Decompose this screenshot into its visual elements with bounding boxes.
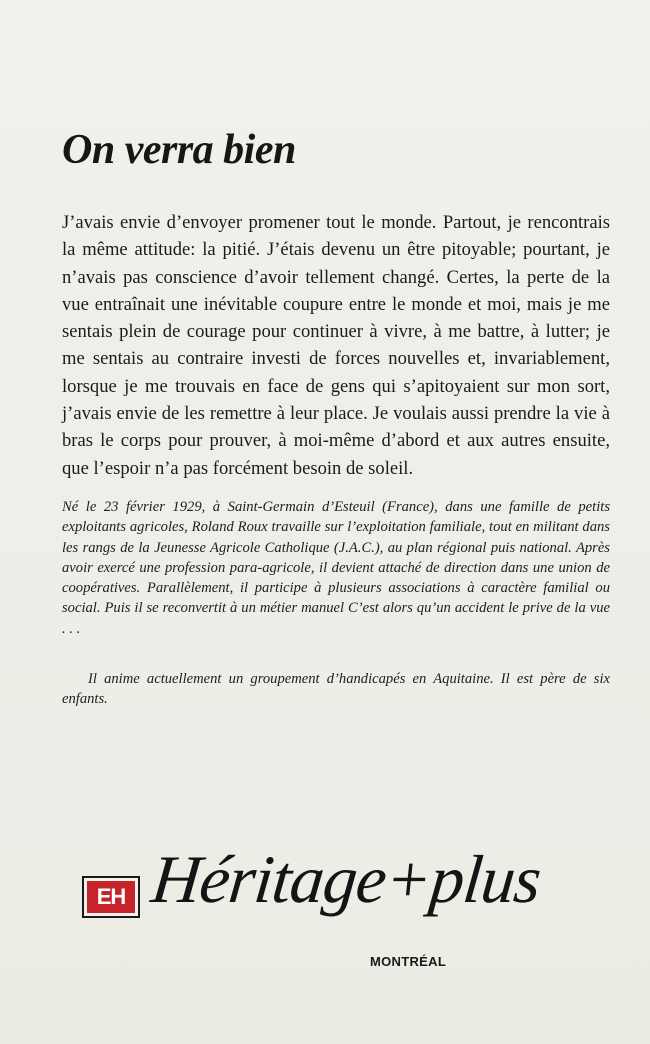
publisher-city: MONTRÉAL [370,954,447,969]
author-bio-closing: Il anime actuellement un groupement d’handicapés en Aquitaine. Il est père de six enfants. [62,671,610,708]
publisher-name: Héritage+plus [148,841,545,917]
publisher-mark-icon [82,876,140,918]
publisher-mark-text: EH [87,881,135,913]
publisher-logo [82,841,545,984]
excerpt-paragraph: J’avais envie d’envoyer promener tout le monde. Partout, je rencontrais la même attitude: la pitié. J’étais devenu un être pitoyable; pourtant, je n’avais pas conscience d’avoir tellement changé. Certes, la perte de la vue entraînait une inévitable coupure entre le monde et moi, mais je me sentais plein de courage pour continuer à vivre, à me battre, à lutter; je me sentais au contraire investi de forces nouvelles et, invariablement, lorsque je me trouvais en face de gens qui s’apitoyaient sur mon sort, j’avais envie de les remettre à leur place. Je voulais aussi prendre la vie à bras le corps pour prouver, à moi-même d’abord et aux autres ensuite, que l’espoir n’a pas forcément besoin de soleil. [62,212,610,479]
book-title: On verra bien [62,127,296,173]
author-bio-paragraph: Né le 23 février 1929, à Saint-Germain d’Esteuil (France), dans une famille de petits exploitants agricoles, Roland Roux travaille sur l’exploitation familiale, tout en militant dans les rangs de la Jeunesse Agricole Catholique (J.A.C.), au plan régional puis national. Après avoir exercé une profession para-agricole, il devient attaché de direction dans une union de coopératives. Parallèlement, il participe à plusieurs associations à caractère familial ou social. Puis il se reconvertit à un métier manuel C’est alors qu’un accident le prive de la vue . . . [62,499,610,637]
